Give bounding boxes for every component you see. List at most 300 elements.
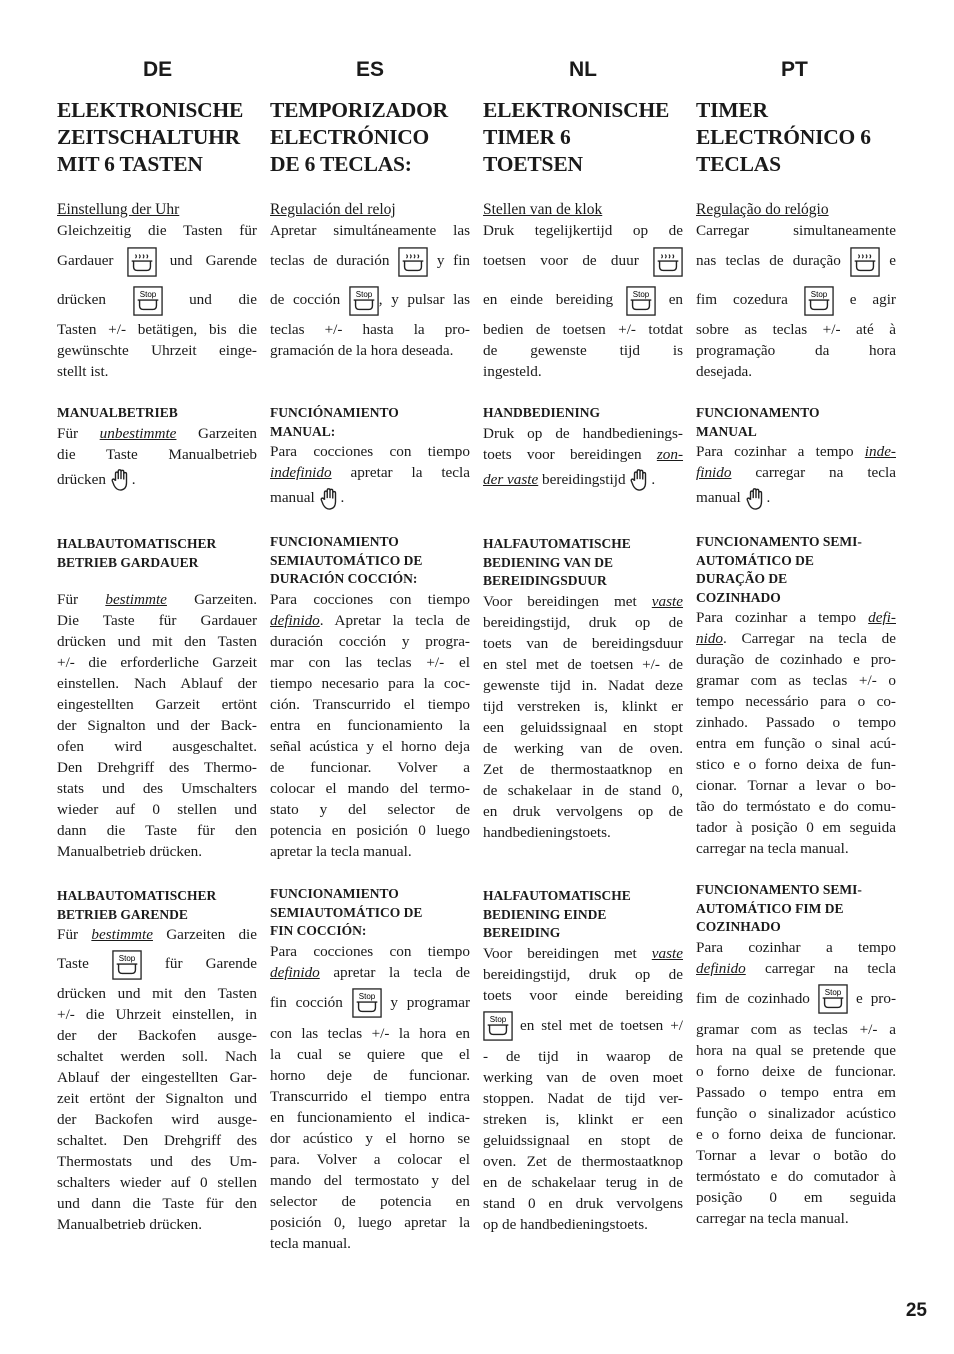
text-line: para. Volver a colocar el xyxy=(270,1150,470,1168)
text-line: stellt ist. xyxy=(57,363,109,380)
text-span: MANUAL xyxy=(696,423,757,439)
text-line xyxy=(270,610,470,631)
text-line: geluidssignaal en stopt de xyxy=(483,1131,683,1149)
text-span: BETRIEB GARENDE xyxy=(57,906,188,922)
text-span: y programar xyxy=(390,993,470,1011)
text-line: toets voor einde bereiding xyxy=(483,986,683,1004)
semi-end-section-pt xyxy=(696,881,896,1229)
manual-section-de xyxy=(57,404,257,495)
text-span: apretar la tecla de xyxy=(333,963,471,981)
text-span: . Apretar la tecla de xyxy=(319,611,470,629)
text-line: de gewenste tijd is xyxy=(483,342,683,359)
text-line: gramación de la hora deseada. xyxy=(270,342,454,359)
text-line xyxy=(57,945,257,983)
text-line xyxy=(57,924,257,945)
text-span: BEREIDING xyxy=(483,925,561,940)
text-line: tijd verstreken is, klinkt er xyxy=(483,697,683,715)
text-line: Para cocciones con tiempo xyxy=(270,942,470,960)
text-span: apretar la tecla xyxy=(350,464,470,481)
text-span: HALFAUTOMATISCHE xyxy=(483,888,631,903)
manual-section-pt xyxy=(696,404,896,513)
text-line: stand 0 en druk vervolgens xyxy=(483,1194,683,1212)
text-line: la cual se quiere que el xyxy=(270,1045,470,1063)
text-line: entra em função o sinal acú- xyxy=(696,735,896,752)
section-heading xyxy=(696,404,896,441)
section-heading xyxy=(270,885,470,941)
text-span: SEMIAUTOMÁTICO DE xyxy=(270,904,423,920)
text-line: stats und des Umschalters xyxy=(57,780,257,797)
text-line: gewenste tijd in. Nadat deze xyxy=(483,676,683,694)
text-line: tão do termóstato e do comu- xyxy=(696,798,896,815)
text-line xyxy=(483,465,683,495)
text-span: für Garende xyxy=(164,955,258,972)
text-line: handbedieningstoets. xyxy=(483,823,611,841)
text-span: en stel met de toetsen +/ xyxy=(519,1016,684,1034)
text-span: nas teclas de duração xyxy=(696,252,841,269)
title-line: DE 6 TECLAS: xyxy=(270,152,412,176)
hand-icon xyxy=(319,487,341,511)
stop-key-icon xyxy=(352,988,382,1018)
text-line xyxy=(57,241,257,281)
text-line: einstellen. Nach Ablauf der xyxy=(57,675,257,692)
manual-section-es xyxy=(270,404,470,513)
text-line: Para cocciones con tiempo xyxy=(270,443,470,460)
text-line xyxy=(270,983,470,1023)
text-span: DURACIÓN COCCIÓN: xyxy=(270,571,418,586)
semi-end-section-es xyxy=(270,885,470,1254)
text-line xyxy=(483,281,683,319)
text-line: werking van de oven moet xyxy=(483,1068,683,1086)
text-line xyxy=(57,281,257,319)
column-de xyxy=(57,97,257,178)
stop-icon-label: Stop xyxy=(632,289,650,299)
text-line: - de tijd in waarop de xyxy=(483,1047,683,1065)
lang-label-nl: NL xyxy=(569,58,597,81)
semi-duration-section-es xyxy=(270,533,470,862)
text-span: Voor bereidingen met xyxy=(483,592,637,610)
text-line: Die Taste für Gardauer xyxy=(57,612,257,629)
text-span: vaste xyxy=(651,592,684,610)
section-heading: MANUALBETRIEB xyxy=(57,405,178,420)
text-span: AUTOMÁTICO FIM DE xyxy=(696,900,844,916)
text-line: drücken und mit den Tasten xyxy=(57,985,257,1002)
text-line: teclas +/- hasta la pro- xyxy=(270,321,470,338)
text-span: fim cozedura xyxy=(696,291,788,308)
clock-text-nl xyxy=(483,220,683,382)
text-span: Para cozinhar a tempo xyxy=(696,443,854,460)
title-line: TIMER 6 xyxy=(483,125,571,149)
text-span: BEDIENING EINDE xyxy=(483,906,607,922)
title-line: ELEKTRONISCHE xyxy=(483,98,670,122)
text-line: selector de potencia en xyxy=(270,1192,470,1210)
text-span: zon- xyxy=(656,445,684,463)
text-line: tempo necessário para o co- xyxy=(696,693,896,710)
text-line xyxy=(696,979,896,1019)
lang-label-es: ES xyxy=(356,58,385,81)
duration-key-icon xyxy=(653,247,683,277)
text-span: FUNCIONAMENTO xyxy=(696,405,820,420)
semi-duration-section-nl xyxy=(483,535,683,843)
text-line: e o forno deixa de funcionar. xyxy=(696,1125,896,1143)
text-span: . xyxy=(340,489,345,506)
text-line: schalters wieder auf 0 stellen xyxy=(57,1174,257,1191)
text-span: COZINHADO xyxy=(696,919,781,934)
title-line: MIT 6 TASTEN xyxy=(57,152,203,176)
title-line: TECLAS xyxy=(696,152,781,176)
text-line: schaltet werden soll. Nach xyxy=(57,1048,257,1065)
title-line: TEMPORIZADOR xyxy=(270,98,448,122)
text-line: apretar la tecla manual. xyxy=(270,842,412,860)
text-span: COZINHADO xyxy=(696,589,781,605)
text-span: carregar na tecla xyxy=(764,959,897,977)
text-line: dann die Taste für den xyxy=(57,822,257,839)
text-span: , y pulsar las xyxy=(378,291,470,308)
text-span: FUNCIONAMIENTO xyxy=(270,886,399,901)
text-span: DURAÇÃO DE xyxy=(696,571,788,586)
text-line: drücken und mit den Tasten xyxy=(57,633,257,650)
duration-key-icon xyxy=(850,247,880,277)
text-span: toetsen voor de duur xyxy=(483,252,639,269)
text-line: dor acústico y el horno se xyxy=(270,1129,470,1147)
text-span: Für xyxy=(57,926,79,943)
text-line: ingesteld. xyxy=(483,363,542,380)
text-line: stico e o forno deixa de fun- xyxy=(696,756,896,773)
text-span: HALBAUTOMATISCHER xyxy=(57,888,217,903)
clock-text-es xyxy=(270,220,470,361)
text-span: Garzeiten xyxy=(197,424,258,442)
text-line: en druk vervolgens op de xyxy=(483,802,683,820)
text-line: programação da hora xyxy=(696,342,896,359)
text-line: colocar el mando del termo- xyxy=(270,779,470,797)
text-line: toets van de bereidingsduur xyxy=(483,634,683,652)
text-line: ción. Transcurrido el tiempo xyxy=(270,695,470,713)
text-line: cionar. Tornar a levar o bo- xyxy=(696,777,896,794)
duration-key-icon xyxy=(127,247,157,277)
text-line: +/- die Uhrzeit einstellen, in xyxy=(57,1006,257,1023)
text-span: finido xyxy=(696,464,732,481)
text-line: Manualbetrieb drücken. xyxy=(57,1216,203,1233)
text-line: Druk tegelijkertijd op de xyxy=(483,222,683,239)
text-line: gewünschte Uhrzeit einge- xyxy=(57,342,257,359)
text-line: der Backofen wird ausge- xyxy=(57,1111,257,1128)
text-span: definido xyxy=(696,959,746,977)
text-span: . xyxy=(766,489,771,506)
text-span: Garzeiten die xyxy=(166,926,258,943)
text-line: o forno deixe de funcionar. xyxy=(696,1062,896,1080)
stop-key-icon xyxy=(626,286,656,316)
text-span: fin cocción xyxy=(270,993,343,1011)
text-line: zinhado. Passado o tempo xyxy=(696,714,896,731)
text-line xyxy=(270,483,470,513)
text-line: carregar na tecla manual. xyxy=(696,1209,849,1227)
section-heading xyxy=(270,404,470,441)
text-line: termóstato e do comutador à xyxy=(696,1167,896,1185)
lang-label-pt: PT xyxy=(781,58,808,81)
text-line: de funcionar. Volver a xyxy=(270,758,470,776)
stop-icon-label: Stop xyxy=(355,289,373,299)
text-span: MANUAL: xyxy=(270,423,336,439)
stop-key-icon xyxy=(112,950,142,980)
text-span: toets voor bereidingen xyxy=(483,445,642,463)
text-line: zeit ertönt der Signalton und xyxy=(57,1090,257,1107)
text-span: bestimmte xyxy=(91,926,153,943)
semi-duration-section-de xyxy=(57,535,257,862)
text-line: Zet de thermostaatknop en xyxy=(483,760,683,778)
title-line: TOETSEN xyxy=(483,152,583,176)
clock-subtitle-nl: Stellen van de klok xyxy=(483,201,603,218)
text-line: Tornar a levar o botão do xyxy=(696,1146,896,1164)
text-span: HALFAUTOMATISCHE xyxy=(483,536,631,551)
text-span: Taste xyxy=(57,955,89,972)
semi-end-section-de xyxy=(57,887,257,1235)
text-span: Für xyxy=(57,591,79,608)
text-line: Carregar simultaneamente xyxy=(696,222,896,239)
column-pt xyxy=(696,97,896,178)
text-span: e xyxy=(889,252,897,269)
text-span: . xyxy=(131,470,136,488)
text-line xyxy=(57,589,257,610)
section-heading xyxy=(483,887,683,943)
title-line: ELEKTRONISCHE xyxy=(57,98,244,122)
text-line xyxy=(270,462,470,483)
text-span: y fin xyxy=(436,252,471,269)
text-line: Den Drehgriff des Thermo- xyxy=(57,759,257,776)
clock-subtitle-es: Regulación del reloj xyxy=(270,201,396,218)
text-line: bereidingstijd, druk op de xyxy=(483,613,683,631)
text-span: Gardauer xyxy=(57,252,114,269)
text-line xyxy=(270,281,470,319)
column-es xyxy=(270,97,470,178)
text-line: Para cocciones con tiempo xyxy=(270,590,470,608)
text-line: bereidingstijd, druk op de xyxy=(483,965,683,983)
text-line: gramar com as teclas +/- a xyxy=(696,1020,896,1038)
title-de xyxy=(57,97,257,178)
text-line: horno deje de funcionar. xyxy=(270,1066,470,1084)
text-span: e agir xyxy=(849,291,896,308)
text-span: BEDIENING VAN DE xyxy=(483,554,614,570)
text-line: Manualbetrieb drücken. xyxy=(57,843,203,860)
hand-icon xyxy=(110,468,132,492)
text-line: de schakelaar in de stand 0, xyxy=(483,781,683,799)
text-line: und dann die Taste für den xyxy=(57,1195,257,1212)
semi-duration-section-pt xyxy=(696,533,896,859)
text-line xyxy=(483,943,683,964)
title-nl xyxy=(483,97,683,178)
text-span: AUTOMÁTICO DE xyxy=(696,552,814,568)
section-heading xyxy=(696,881,896,937)
text-line xyxy=(696,241,896,281)
text-line: carregar na tecla manual. xyxy=(696,840,849,857)
clock-text-pt xyxy=(696,220,896,382)
text-line: posição 0 em seguida xyxy=(696,1188,896,1206)
clock-text-de xyxy=(57,220,257,382)
text-line: en stel met de toetsen +/- de xyxy=(483,655,683,673)
text-line xyxy=(270,241,470,281)
text-span: indefinido xyxy=(270,464,332,481)
text-line: bedien de toetsen +/- totdat xyxy=(483,321,683,338)
text-line: de werking van de oven. xyxy=(483,739,683,757)
text-line: Apretar simultáneamente las xyxy=(270,222,470,239)
text-line: Thermostats und des Um- xyxy=(57,1153,257,1170)
text-span: . Carregar na tecla de xyxy=(723,630,896,647)
text-line: tiempo necesario para la coc- xyxy=(270,674,470,692)
stop-icon-label: Stop xyxy=(824,988,842,998)
text-line: een geluidssignaal en stopt xyxy=(483,718,683,736)
text-line: desejada. xyxy=(696,363,753,380)
lang-label-de: DE xyxy=(143,58,173,81)
text-line: die Taste Manualbetrieb xyxy=(57,445,257,463)
text-span: definido xyxy=(270,611,320,629)
section-heading: HANDBEDIENING xyxy=(483,405,601,420)
text-line: duración cocción y progra- xyxy=(270,632,470,650)
text-line xyxy=(696,281,896,319)
title-pt xyxy=(696,97,896,178)
stop-key-icon xyxy=(349,286,379,316)
text-line xyxy=(696,441,896,462)
text-line: hora na qual se pretende que xyxy=(696,1041,896,1059)
text-line: +/- die erforderliche Garzeit xyxy=(57,654,257,671)
text-line: Druk op de handbedienings- xyxy=(483,424,683,442)
text-line: en de schakelaar terug in de xyxy=(483,1173,683,1191)
text-span: der vaste xyxy=(483,470,539,488)
text-span: FUNCIÓNAMIENTO xyxy=(270,405,399,420)
text-line: schaltet. Den Drehgriff des xyxy=(57,1132,257,1149)
text-line: wieder auf 0 stellen und xyxy=(57,801,257,818)
stop-icon-label: Stop xyxy=(358,992,375,1002)
clock-subtitle-pt: Regulação do relógio xyxy=(696,201,829,218)
page-number: 25 xyxy=(905,1300,927,1321)
text-span: SEMIAUTOMÁTICO DE xyxy=(270,552,423,568)
text-line: duração de cozinhado e pro- xyxy=(696,651,896,668)
title-es xyxy=(270,97,470,178)
text-span: Voor bereidingen met xyxy=(483,944,637,962)
text-span: inde- xyxy=(864,443,896,460)
hand-icon xyxy=(745,487,767,511)
stop-key-icon xyxy=(133,286,163,316)
text-line xyxy=(696,462,896,483)
column-nl xyxy=(483,97,683,178)
title-line: TIMER xyxy=(696,98,768,122)
stop-key-icon xyxy=(483,1011,513,1041)
text-span: und die xyxy=(189,291,257,308)
text-span: HALBAUTOMATISCHER xyxy=(57,536,217,551)
text-line: Transcurrido el tiempo entra xyxy=(270,1087,470,1105)
semi-end-section-nl xyxy=(483,887,683,1235)
text-line: der Signalton und der Back- xyxy=(57,717,257,734)
text-span: und Garende xyxy=(169,252,257,269)
text-span: FIN COCCIÓN: xyxy=(270,923,367,938)
hand-icon xyxy=(629,468,651,492)
text-line: streken is, klinkt er een xyxy=(483,1110,683,1128)
text-span: carregar na tecla xyxy=(755,464,896,481)
text-line: posición 0, luego apretar la xyxy=(270,1213,470,1231)
duration-key-icon xyxy=(398,247,428,277)
text-line: Tasten +/- betätigen, bis die xyxy=(57,321,257,338)
text-span: BETRIEB GARDAUER xyxy=(57,554,199,570)
text-line xyxy=(57,465,257,495)
text-span: . xyxy=(651,470,656,488)
text-line: Passado o tempo entra em xyxy=(696,1083,896,1101)
text-line xyxy=(696,958,896,979)
text-span: BEREIDINGSDUUR xyxy=(483,573,607,588)
text-span: Para cozinhar a tempo xyxy=(696,609,857,626)
text-line: gramar com as teclas +/- o xyxy=(696,672,896,689)
text-line xyxy=(696,483,896,513)
text-span: manual xyxy=(696,489,741,506)
text-span: nido xyxy=(696,630,724,647)
text-line: con las teclas +/- la hora en xyxy=(270,1024,470,1042)
stop-key-icon xyxy=(818,984,848,1014)
text-line xyxy=(483,1006,683,1046)
text-line: tador à posição 0 em seguida xyxy=(696,819,896,836)
text-span: FUNCIONAMENTO SEMI- xyxy=(696,534,862,549)
title-line: ELECTRÓNICO 6 xyxy=(696,125,871,149)
text-line: mando del termostato y del xyxy=(270,1171,470,1189)
section-heading xyxy=(57,535,257,572)
stop-icon-label: Stop xyxy=(810,289,827,299)
text-line: ofen wird ausgeschaltet. xyxy=(57,738,257,755)
manual-section-nl xyxy=(483,404,683,495)
text-line: señal acústica y el horno deja xyxy=(270,737,470,755)
text-line: tecla manual. xyxy=(270,1234,351,1252)
text-line: entra en funcionamiento la xyxy=(270,716,470,734)
text-line: mar con las teclas +/- el xyxy=(270,653,470,671)
text-line: eingestellten Garzeit ertönt xyxy=(57,696,257,713)
text-line xyxy=(696,628,896,649)
text-span: drücken xyxy=(57,291,106,308)
text-span: FUNCIONAMENTO SEMI- xyxy=(696,882,862,897)
text-line: potencia en posición 0 luego xyxy=(270,821,470,839)
text-line: Para cozinhar a tempo xyxy=(696,938,896,956)
text-line xyxy=(483,241,683,281)
text-span: unbestimmte xyxy=(99,424,177,442)
stop-icon-label: Stop xyxy=(139,289,156,299)
title-line: ZEITSCHALTUHR xyxy=(57,125,241,149)
text-span: teclas de duración xyxy=(270,252,390,269)
text-span: fim de cozinhado xyxy=(696,989,810,1007)
text-line: op de handbedieningstoets. xyxy=(483,1215,648,1233)
text-line xyxy=(57,423,257,444)
text-span: vaste xyxy=(651,944,684,962)
text-span: e pro- xyxy=(855,989,897,1007)
text-span: drücken xyxy=(57,470,106,488)
stop-key-icon xyxy=(804,286,834,316)
text-line: stoppen. Nadat de tijd ver- xyxy=(483,1089,683,1107)
text-line: Ablauf der eingestellten Gar- xyxy=(57,1069,257,1086)
text-span: bereidingstijd xyxy=(542,470,626,488)
text-span: FUNCIONAMIENTO xyxy=(270,534,399,549)
text-line xyxy=(483,444,683,465)
section-heading xyxy=(696,533,896,607)
text-span: defi- xyxy=(868,609,896,626)
text-line: stato y del selector de xyxy=(270,800,470,818)
text-line: função o sinalizador acústico xyxy=(696,1104,896,1122)
text-span: definido xyxy=(270,963,320,981)
text-span: en einde bereiding xyxy=(483,291,614,308)
section-heading xyxy=(270,533,470,589)
text-line: oven. Zet de thermostaatknop xyxy=(483,1152,683,1170)
section-heading xyxy=(57,887,257,924)
text-span: bestimmte xyxy=(105,591,167,608)
clock-subtitle-de: Einstellung der Uhr xyxy=(57,201,180,218)
text-line: der der Backofen ausge- xyxy=(57,1027,257,1044)
title-line: ELECTRÓNICO xyxy=(270,125,430,149)
section-heading xyxy=(483,535,683,591)
text-line xyxy=(696,607,896,628)
stop-icon-label: Stop xyxy=(489,1015,507,1025)
text-line xyxy=(483,591,683,612)
stop-icon-label: Stop xyxy=(118,953,136,963)
